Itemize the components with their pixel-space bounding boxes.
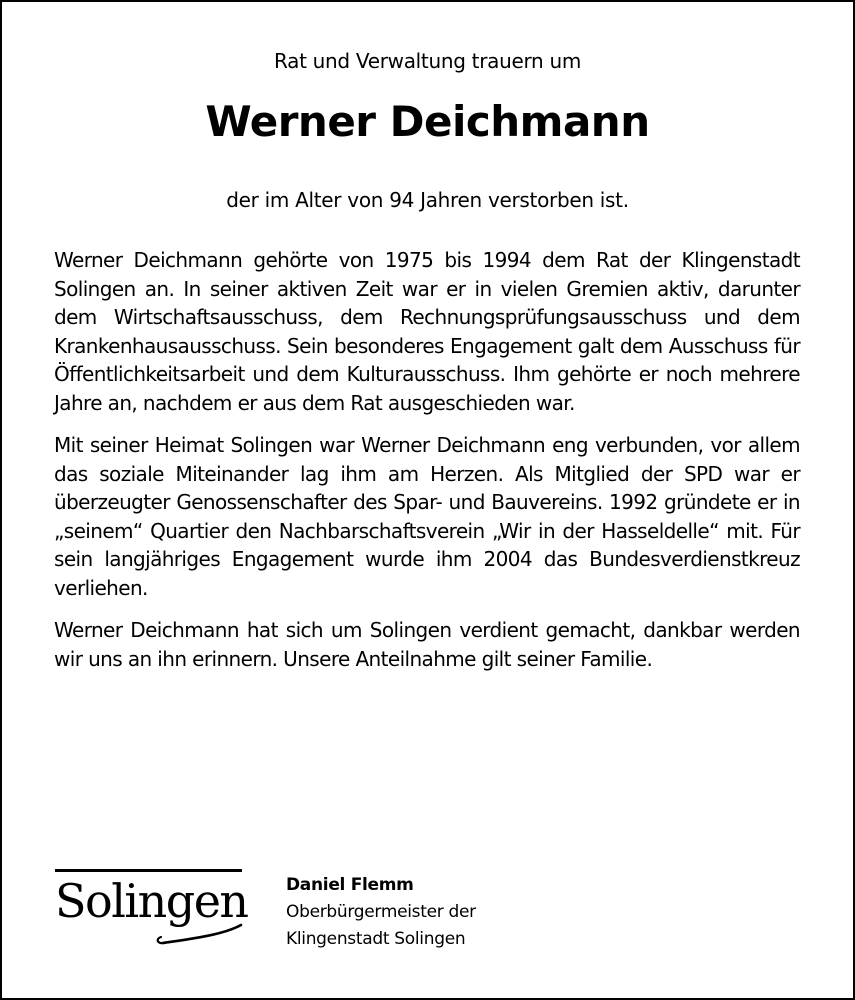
paragraph-community: Mit seiner Heimat Solingen war Werner Deichmann eng verbunden, vor allem das soziale Miteinander lag ihm am Herzen. Als Mitglied der SPD war er überzeugter Genossenschafter des Spar- und Bauvereins. 1992 gründete er in „seinem“ Quartier den Nachbarschaftsverein „Wir in der Hasseldelle“ mit. Für sein langjähriges Engagement wurde ihm 2004 das Bundesverdienstkreuz verliehen. xyxy=(54,433,800,600)
age-line: der im Alter von 94 Jahren verstorben ist. xyxy=(226,188,629,212)
signer-name: Daniel Flemm xyxy=(286,875,414,895)
logo-wordmark: Solingen xyxy=(55,874,248,928)
paragraph-career: Werner Deichmann gehörte von 1975 bis 1994 dem Rat der Klingenstadt Solingen an. In seiner aktiven Zeit war er in vielen Gremien aktiv, darunter dem Wirtschaftsausschuss, dem Rechnungsprüfungsausschuss und dem Krankenhausausschuss. Sein besonderes Engagement galt dem Ausschuss für Öffentlichkeitsarbeit und dem Kulturausschuss. Ihm gehörte er noch mehrere Jahre an, nachdem er aus dem Rat ausgeschieden war. xyxy=(54,248,800,415)
signer-title-line2: Klingenstadt Solingen xyxy=(286,929,466,949)
blade-swoosh-icon xyxy=(55,909,245,949)
obituary-body xyxy=(54,246,800,687)
deceased-name: Werner Deichmann xyxy=(205,97,650,146)
solingen-logo xyxy=(55,869,248,949)
signer-title-line1: Oberbürgermeister der xyxy=(286,902,476,922)
paragraph-condolence: Werner Deichmann hat sich um Solingen verdient gemacht, dankbar werden wir uns an ihn erinnern. Unsere Anteilnahme gilt seiner Familie. xyxy=(54,618,800,671)
logo-rule xyxy=(55,869,242,872)
intro-line: Rat und Verwaltung trauern um xyxy=(273,49,582,73)
signature-block xyxy=(286,872,476,953)
